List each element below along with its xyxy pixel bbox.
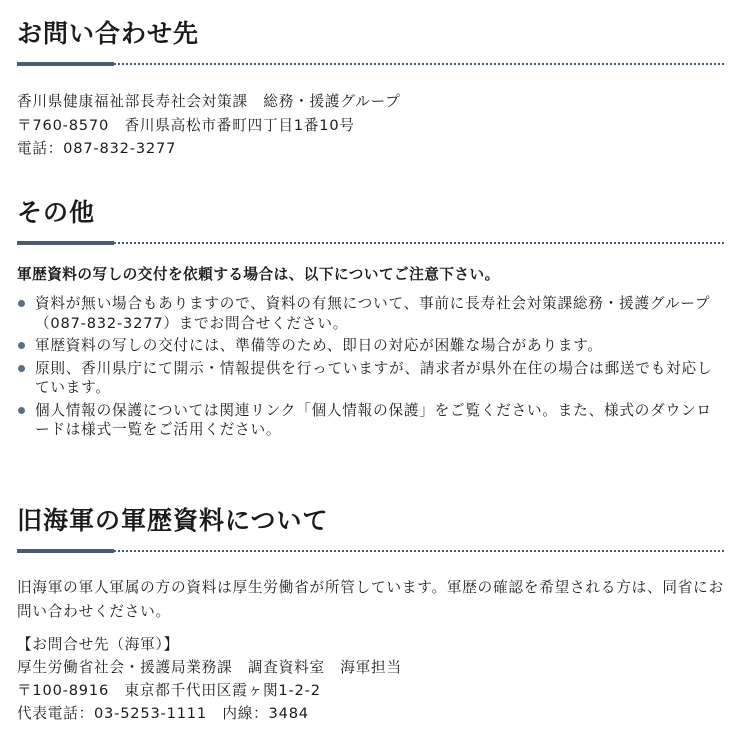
contact-section [17, 18, 724, 161]
navy-contact [17, 633, 724, 725]
heading-divider [17, 241, 724, 245]
list-item [17, 336, 724, 356]
heading-divider [17, 62, 724, 66]
list-item-text: 資料が無い場合もありますので、資料の有無について、事前に長寿社会対策課総務・援護グループ（087-832-3277）までお問合せください。 [35, 295, 711, 332]
bullet-icon [18, 365, 25, 372]
list-item [17, 401, 724, 440]
other-section [17, 197, 724, 443]
contact-address: 〒760-8570 香川県高松市番町四丁目1番10号 [17, 116, 355, 134]
heading-divider [17, 549, 724, 553]
navy-heading: 旧海軍の軍歴資料について [17, 506, 329, 535]
other-heading: その他 [17, 198, 96, 227]
list-item-text: 個人情報の保護については関連リンク「個人情報の保護」をご覧ください。また、様式のダウンロードは様式一覧をご活用ください。 [35, 401, 712, 438]
navy-contact-address: 〒100-8916 東京都千代田区霞ヶ関1-2-2 [17, 682, 321, 699]
contact-department: 香川県健康福祉部長寿社会対策課 総務・援護グループ [17, 93, 401, 110]
bullet-icon [18, 342, 25, 349]
bullet-icon [18, 300, 25, 307]
navy-contact-phone: 代表電話：03-5253-1111 内線：3484 [17, 705, 309, 722]
list-item [17, 359, 724, 398]
navy-section [17, 505, 724, 725]
navy-intro-text: 旧海軍の軍人軍属の方の資料は厚生労働省が所管しています。軍歴の確認を希望される方は、同省にお問い合わせください。 [17, 579, 724, 620]
navy-contact-title: 【お問合せ先（海軍）】 [17, 636, 180, 653]
list-item-text: 原則、香川県庁にて開示・情報提供を行っていますが、請求者が県外在住の場合は郵送でも対応しています。 [35, 359, 713, 396]
list-item [17, 294, 724, 333]
notice-lead: 軍歴資料の写しの交付を依頼する場合は、以下についてご注意下さい。 [17, 266, 500, 283]
contact-info [17, 90, 724, 161]
notice-list [17, 294, 724, 440]
navy-contact-department: 厚生労働省社会・援護局業務課 調査資料室 海軍担当 [17, 659, 402, 676]
navy-intro [17, 576, 724, 623]
list-item-text: 軍歴資料の写しの交付には、準備等のため、即日の対応が困難な場合があります。 [35, 337, 603, 354]
bullet-icon [18, 407, 25, 414]
contact-phone: 電話：087-832-3277 [17, 140, 177, 157]
contact-heading: お問い合わせ先 [17, 19, 200, 48]
